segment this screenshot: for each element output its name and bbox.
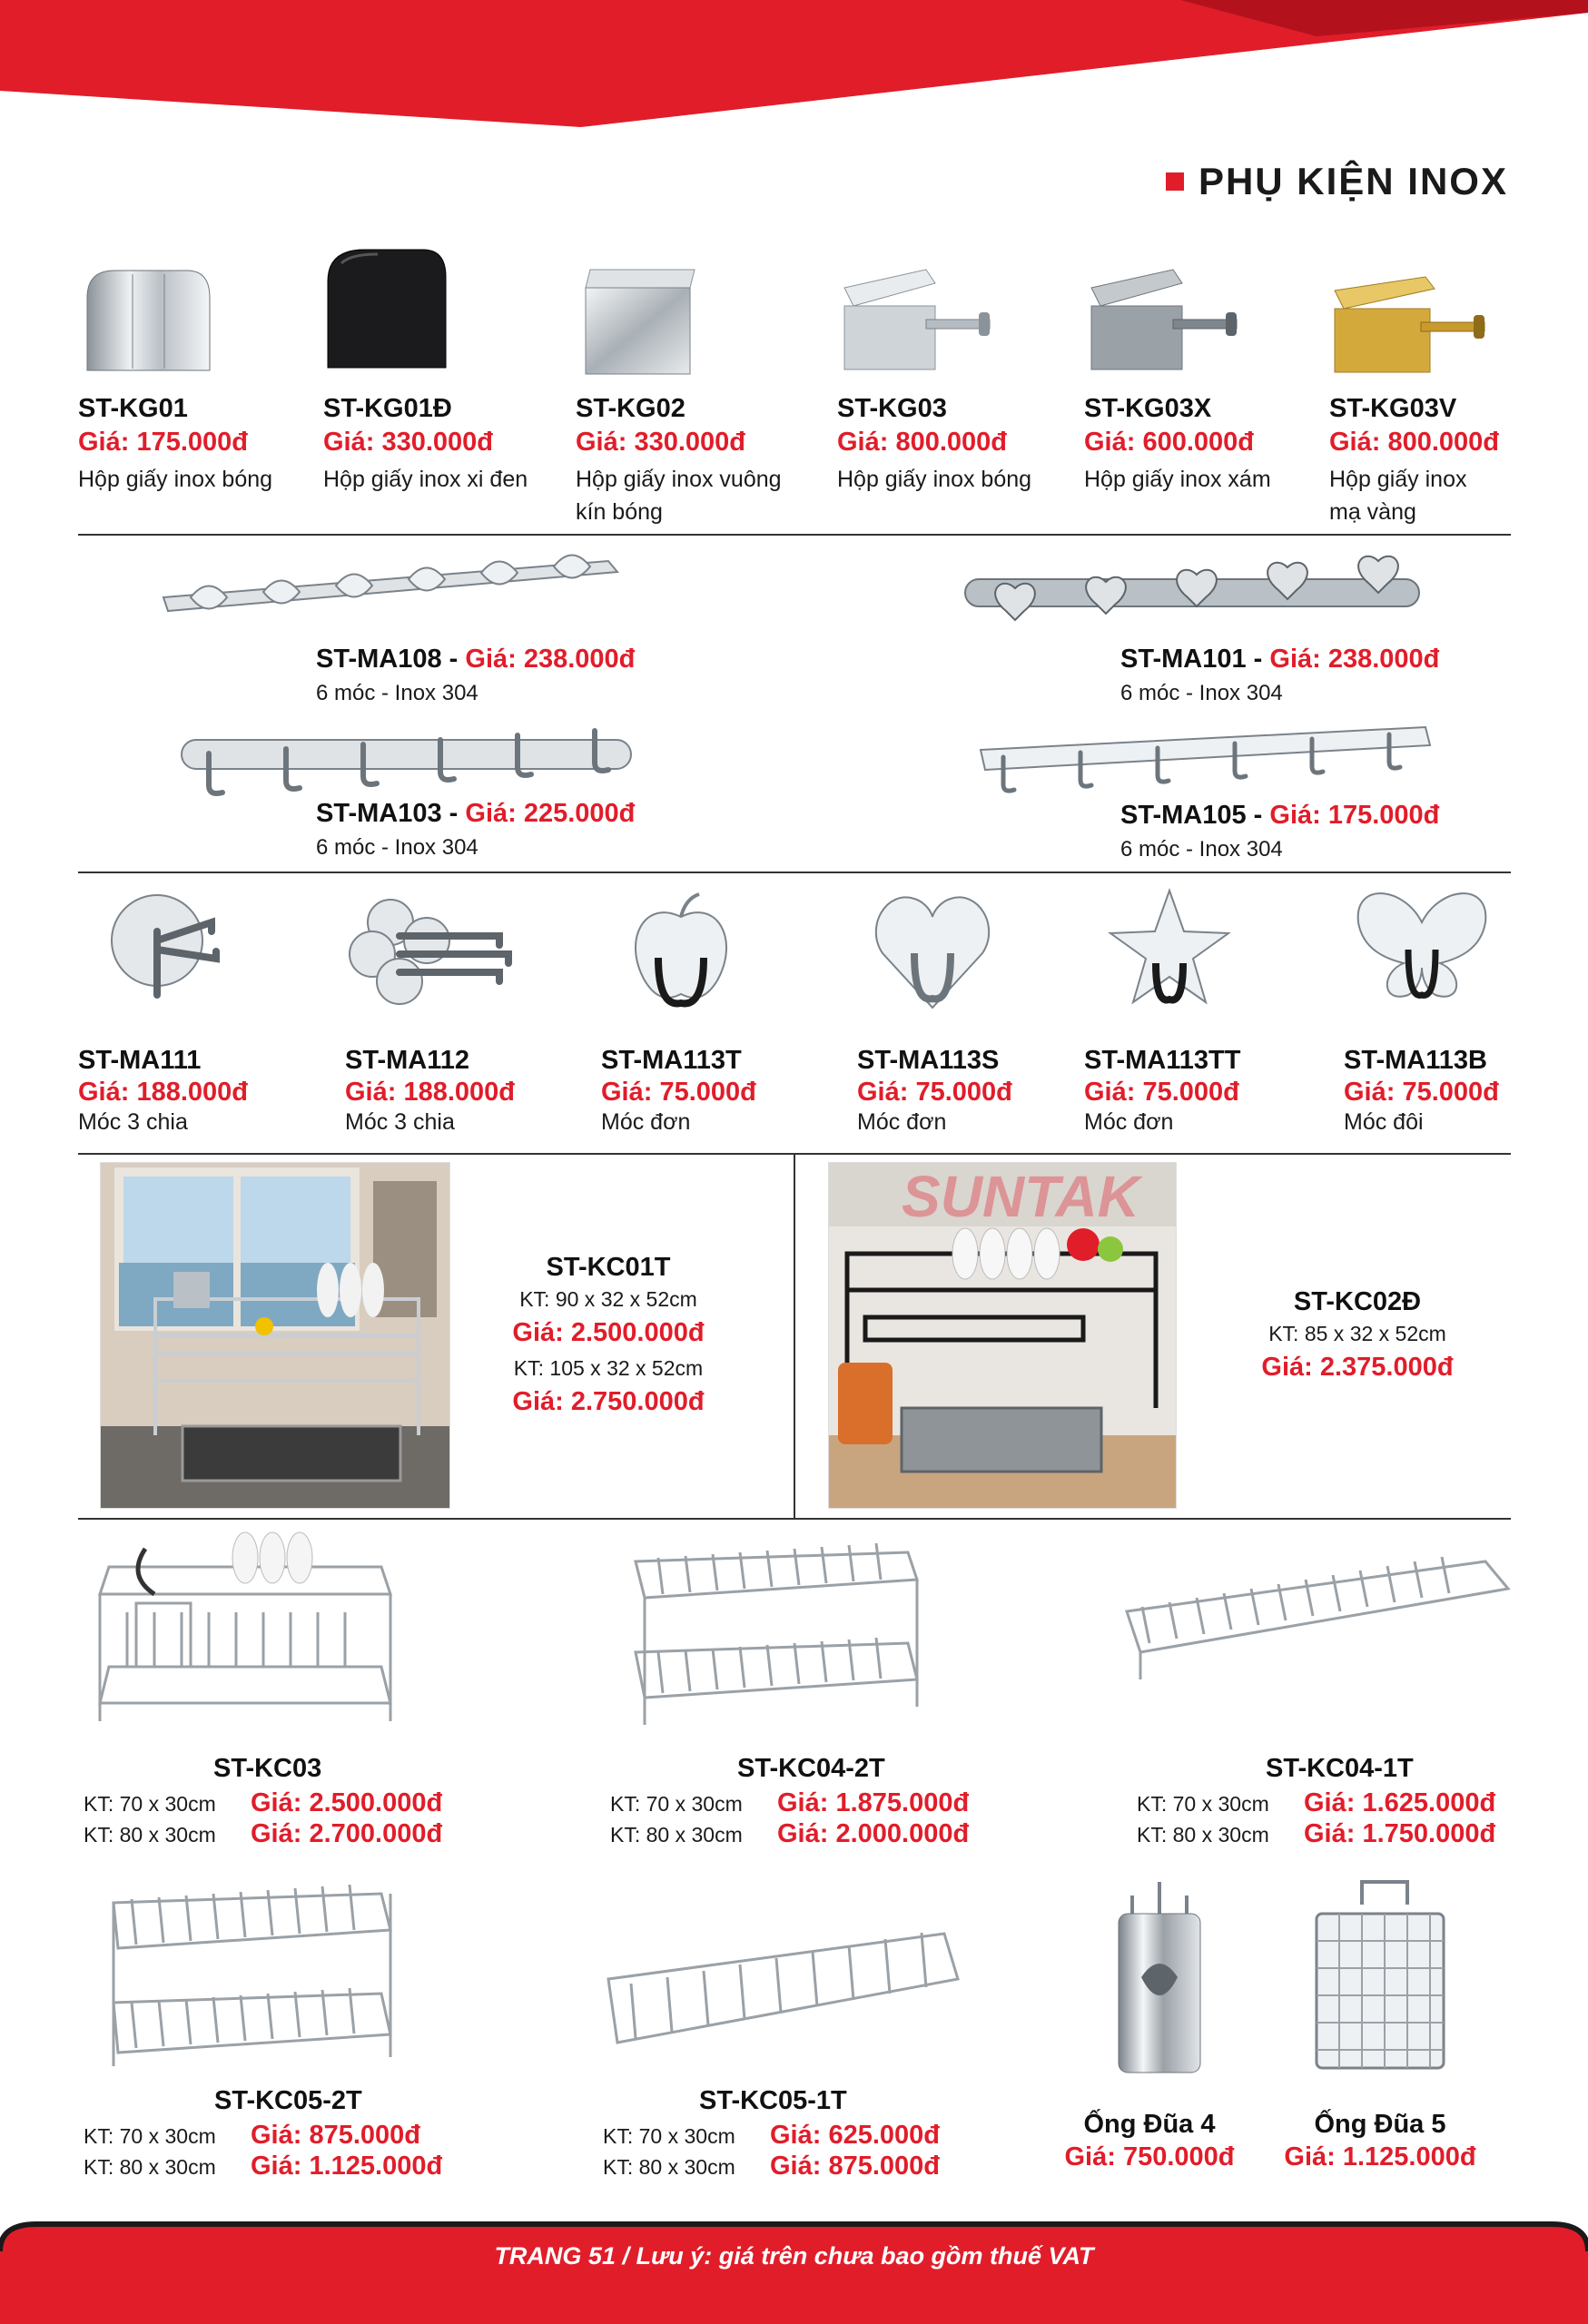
product-code: ST-KC02Đ <box>1293 1287 1422 1316</box>
product-image-kc04-2t <box>626 1543 926 1752</box>
product-image-kg02 <box>572 265 699 379</box>
product-image-kg01d <box>323 245 450 377</box>
product-price: Giá: 188.000đ <box>345 1078 515 1107</box>
product-code: ST-MA112 <box>345 1046 469 1075</box>
product-size: KT: 105 x 32 x 52cm <box>513 1356 704 1380</box>
product-code: ST-MA113TT <box>1084 1046 1241 1075</box>
row-divider <box>78 1518 1511 1520</box>
product-image-kg03 <box>835 265 999 379</box>
product-code: ST-KG03V <box>1329 394 1457 423</box>
product-image-kc03 <box>91 1531 399 1748</box>
product-size: KT: 70 x 30cm <box>1137 1792 1269 1816</box>
product-size: KT: 80 x 30cm <box>1137 1823 1269 1846</box>
product-price: Giá: 1.625.000đ <box>1304 1788 1496 1817</box>
separator: - <box>1246 801 1270 830</box>
product-price: Giá: 75.000đ <box>1344 1078 1499 1107</box>
product-image-ma113t <box>626 890 735 1021</box>
product-desc: 6 móc - Inox 304 <box>316 681 478 705</box>
product-size: KT: 70 x 30cm <box>610 1792 743 1816</box>
product-code: ST-KC04-1T <box>1266 1754 1414 1783</box>
product-image-kg01 <box>78 261 214 379</box>
section-title <box>1166 160 1508 203</box>
product-price: Giá: 175.000đ <box>78 428 248 457</box>
product-photo-kc01t <box>100 1162 450 1509</box>
product-code: ST-KC04-2T <box>737 1754 885 1783</box>
product-price: Giá: 1.875.000đ <box>777 1788 970 1817</box>
product-code: ST-MA103 <box>316 799 442 828</box>
product-desc: 6 móc - Inox 304 <box>1120 681 1283 705</box>
product-size: KT: 80 x 30cm <box>84 1823 216 1846</box>
product-image-ma113b <box>1349 886 1494 1022</box>
product-image-kc05-2t <box>100 1885 399 2084</box>
product-line-ma101 <box>1120 645 1439 675</box>
product-price: Giá: 175.000đ <box>1269 801 1440 830</box>
product-image-ma111 <box>107 886 234 1022</box>
product-price: Giá: 800.000đ <box>837 428 1007 457</box>
product-code: ST-KG01Đ <box>323 394 452 423</box>
product-image-ma108 <box>154 552 626 634</box>
product-price: Giá: 625.000đ <box>770 2121 940 2150</box>
product-price: Giá: 600.000đ <box>1084 428 1254 457</box>
product-price: Giá: 750.000đ <box>1064 2142 1235 2171</box>
product-code: Ống Đũa 5 <box>1314 2110 1446 2139</box>
product-line-ma108 <box>316 645 635 675</box>
product-code: ST-KC05-1T <box>699 2086 847 2115</box>
product-desc: Hộp giấy inox vuông kín bóng <box>576 467 782 526</box>
product-size: KT: 70 x 30cm <box>84 1792 216 1816</box>
product-image-ong-dua-5 <box>1307 1877 1453 2077</box>
product-code: ST-MA108 <box>316 645 442 674</box>
product-code: ST-KG03 <box>837 394 947 423</box>
column-divider <box>794 1155 795 1518</box>
product-desc: Móc đơn <box>601 1109 691 1135</box>
separator: - <box>1246 645 1270 674</box>
product-price: Giá: 2.750.000đ <box>512 1387 705 1416</box>
product-size: KT: 70 x 30cm <box>603 2124 735 2148</box>
product-price: Giá: 1.125.000đ <box>1284 2142 1476 2171</box>
product-price: Giá: 225.000đ <box>465 799 636 828</box>
row-divider <box>78 534 1511 536</box>
product-desc: Hộp giấy inox mạ vàng <box>1329 467 1467 526</box>
separator: - <box>441 645 466 674</box>
product-price: Giá: 2.700.000đ <box>251 1819 443 1848</box>
product-desc: 6 móc - Inox 304 <box>316 835 478 860</box>
product-desc: Hộp giấy inox xi đen <box>323 467 528 492</box>
product-price: Giá: 800.000đ <box>1329 428 1499 457</box>
product-code: ST-MA113T <box>601 1046 742 1075</box>
product-price: Giá: 75.000đ <box>1084 1078 1239 1107</box>
product-desc: Hộp giấy inox xám <box>1084 467 1271 492</box>
product-price: Giá: 2.500.000đ <box>512 1318 705 1347</box>
product-code: ST-KG01 <box>78 394 188 423</box>
product-desc: Móc đơn <box>857 1109 947 1135</box>
product-image-ong-dua-4 <box>1110 1877 1209 2077</box>
product-size: KT: 70 x 30cm <box>84 2124 216 2148</box>
product-line-ma105 <box>1120 801 1439 831</box>
product-desc: Móc 3 chia <box>78 1109 188 1135</box>
product-image-ma113tt <box>1106 886 1233 1022</box>
product-size: KT: 90 x 32 x 52cm <box>519 1287 697 1311</box>
product-price: Giá: 330.000đ <box>323 428 493 457</box>
product-price: Giá: 2.500.000đ <box>251 1788 443 1817</box>
product-desc: Móc đơn <box>1084 1109 1174 1135</box>
product-image-kg03x <box>1082 265 1246 379</box>
title-square-icon <box>1166 172 1184 191</box>
product-code: ST-MA111 <box>78 1046 202 1075</box>
product-image-kc05-1t <box>599 1925 962 2070</box>
product-size: KT: 85 x 32 x 52cm <box>1268 1322 1446 1345</box>
product-code: ST-MA113B <box>1344 1046 1487 1075</box>
product-price: Giá: 1.125.000đ <box>251 2152 443 2181</box>
product-size: KT: 80 x 30cm <box>84 2155 216 2179</box>
product-photo-kc02d <box>828 1162 1177 1509</box>
product-desc: Hộp giấy inox bóng <box>78 467 273 492</box>
product-code: ST-KG02 <box>576 394 686 423</box>
product-desc: Móc đôi <box>1344 1109 1424 1135</box>
product-size: KT: 80 x 30cm <box>610 1823 743 1846</box>
product-code: ST-MA101 <box>1120 645 1247 674</box>
product-price: Giá: 875.000đ <box>251 2121 420 2150</box>
product-line-ma103 <box>316 799 635 829</box>
product-price: Giá: 188.000đ <box>78 1078 248 1107</box>
footer-note: TRANG 51 / Lưu ý: giá trên chưa bao gồm thuế VAT <box>494 2242 1094 2270</box>
product-price: Giá: 875.000đ <box>770 2152 940 2181</box>
product-desc: Hộp giấy inox bóng <box>837 467 1032 492</box>
section-title-text: PHỤ KIỆN INOX <box>1198 160 1508 202</box>
separator: - <box>441 799 466 828</box>
product-price: Giá: 238.000đ <box>1269 645 1440 674</box>
product-price: Giá: 238.000đ <box>465 645 636 674</box>
product-image-ma112 <box>345 886 527 1022</box>
product-code: ST-MA113S <box>857 1046 1000 1075</box>
product-code: ST-KC03 <box>213 1754 322 1783</box>
product-image-kc04-1t <box>1122 1552 1513 1689</box>
product-image-ma113s <box>873 890 991 1021</box>
product-image-ma103 <box>173 708 645 808</box>
product-price: Giá: 2.000.000đ <box>777 1819 970 1848</box>
product-code: Ống Đũa 4 <box>1083 2110 1216 2139</box>
product-code: ST-KC05-2T <box>214 2086 362 2115</box>
product-image-ma101 <box>961 552 1433 643</box>
product-code: ST-MA105 <box>1120 801 1247 830</box>
product-price: Giá: 330.000đ <box>576 428 745 457</box>
product-code: ST-KG03X <box>1084 394 1212 423</box>
product-size: KT: 80 x 30cm <box>603 2155 735 2179</box>
product-price: Giá: 2.375.000đ <box>1261 1353 1454 1382</box>
row-divider <box>78 872 1511 873</box>
product-price: Giá: 75.000đ <box>601 1078 756 1107</box>
watermark-logo: SUNTAK <box>902 1164 1139 1229</box>
top-banner <box>0 0 1588 127</box>
product-image-kg03v <box>1326 272 1494 381</box>
product-image-ma105 <box>972 714 1444 804</box>
product-price: Giá: 1.750.000đ <box>1304 1819 1496 1848</box>
product-code: ST-KC01T <box>546 1253 671 1282</box>
product-desc: Móc 3 chia <box>345 1109 455 1135</box>
product-desc: 6 móc - Inox 304 <box>1120 837 1283 862</box>
product-price: Giá: 75.000đ <box>857 1078 1012 1107</box>
